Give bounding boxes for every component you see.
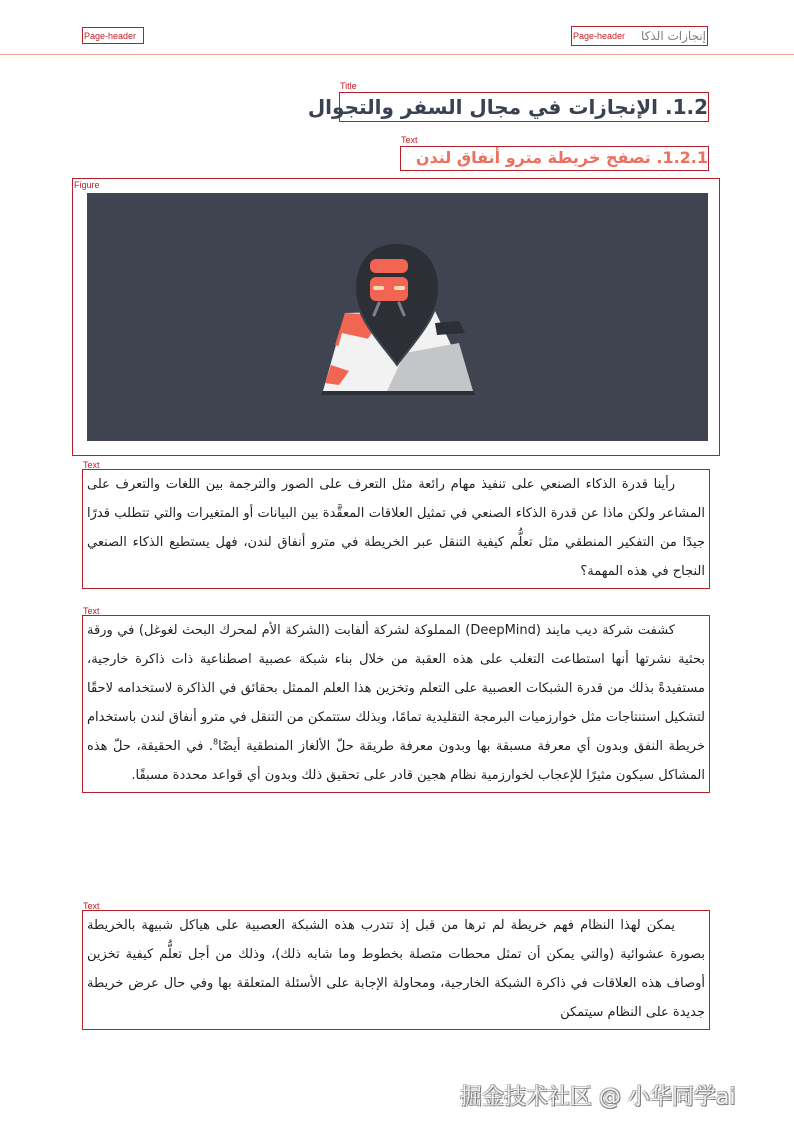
page-header-right-label: Page-header (573, 31, 626, 41)
paragraph-2 (84, 616, 708, 790)
paragraph-1-text: رأينا قدرة الذكاء الصنعي على تنفيذ مهام رائعة مثل التعرف على الصور والترجمة بين اللغات والتعرف على المشاعر ولكن ماذا عن قدرة الذكاء الصنعي في تمثيل العلاقات المعقَّدة بين البيانات أو المتغيرات والتي تتطلب قدرًا جيدًا من التفكير المنطقي مثل تعلُّم كيفية التنقل عبر الخريطة في مترو أنفاق لندن، فهل يستطيع الذكاء الصنعي النجاح في هذه المهمة؟ (87, 477, 705, 579)
paragraph-1 (84, 470, 708, 586)
subtitle-label: Text (401, 135, 418, 145)
paragraph-2-text: كشفت شركة ديب مايند (DeepMind) المملوكة لشركة ألفابت (الشركة الأم لمحرك البحث لغوغل) في ورقة بحثية نشرتها أنها استطاعت التغلب على هذه العقبة من خلال بناء شبكة عصبية اصطناعية ذات ذاكرة خارجية، مستفيدةً بذلك من قدرة الشبكات العصبية على التعلم وتخزين هذا العلم الممثل بحقائق في الذاكرة لاستخدامه لاحقًا لتشكيل استنتاجات مثل خوارزميات البرمجة التقليدية تمامًا، وبذلك ستتمكن من التنقل في مترو أنفاق لندن باستخدام خريطة النفق وبدون أي معرفة مسبقة بها وبدون معرفة طريقة حلّ الألغاز المنطقية أيضًا (87, 623, 705, 754)
watermark: 掘金技术社区 @ 小华同学ai (460, 1085, 736, 1110)
paragraph-2-text-cont: . في الحقيقة، حلّ هذه المشاكل سيكون مثيرًا للإعجاب لخوارزمية نظام هجين قادر على تحقيق ذلك وبدون أي قواعد محددة مسبقًا. (87, 739, 705, 783)
section-heading: 1.2.1. تصفح خريطة مترو أنفاق لندن (415, 148, 708, 167)
paragraph-2-label: Text (83, 606, 100, 616)
title-label: Title (340, 81, 357, 91)
header-divider (0, 54, 794, 55)
metro-map-pin-icon (87, 193, 708, 441)
page-header-left-label: Page-header (84, 31, 137, 41)
paragraph-3 (84, 911, 708, 1027)
paragraph-3-label: Text (83, 901, 100, 911)
figure-image (87, 193, 708, 441)
page-header-running-title: إنجازات الذكا (641, 29, 706, 43)
footnote-ref[interactable]: 8 (212, 737, 219, 747)
figure-label: Figure (74, 180, 100, 190)
paragraph-1-label: Text (83, 460, 100, 470)
paragraph-3-text: يمكن لهذا النظام فهم خريطة لم ترها من قبل إذ تتدرب هذه الشبكة العصبية على هياكل شبيهة بالخريطة بصورة عشوائية (والتي يمكن أن تمثل محطات متصلة بخطوط وما شابه ذلك)، وذلك من أجل تعلُّم كيفية تخزين أوصاف هذه العلاقات في ذاكرة الشبكة الخارجية، ومحاولة الإجابة على الأسئلة المتعلقة بها وفي حال عرض خريطة جديدة على النظام سيتمكن (87, 918, 705, 1020)
page-title: 1.2. الإنجازات في مجال السفر والتجوال (307, 95, 708, 119)
